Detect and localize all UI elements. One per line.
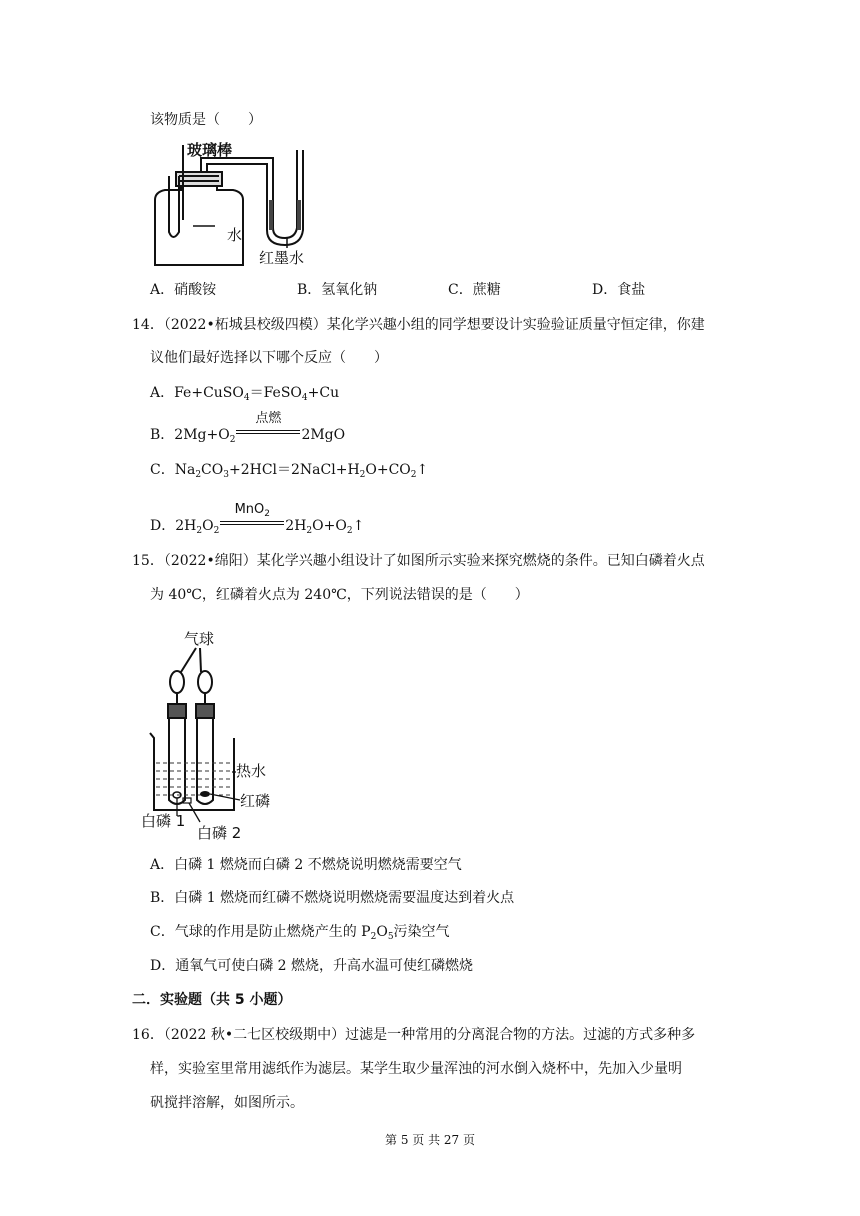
q15-option-d: D．通氧气可使白磷 2 燃烧，升高水温可使红磷燃烧 [150,958,474,974]
q16-stem-line3: 矾搅拌溶解，如图所示。 [150,1095,304,1111]
q14-option-b: B．$2Mg+O_2$ 点燃 2MgO [150,411,346,445]
red-phosphorus-label: 红磷 [240,792,271,810]
ink-label: 红墨水 [259,249,305,267]
water-label: 水 [227,226,243,244]
q13-stem-tail: 该物质是（ ） [150,112,262,128]
q14-option-c: C．$Na_2CO_3+2HCl=2NaCl+H_2O+CO_2↑$ [150,462,429,480]
reaction-condition: MnO$_2$ [220,512,284,532]
white-phosphorus-1-label: 白磷 1 [141,812,186,830]
hot-water-label: 热水 [236,762,267,780]
q13-option-c: C．蔗糖 [448,282,501,298]
page-footer: 第 5 页 共 27 页 [385,1133,475,1147]
reaction-condition: 点燃 [236,421,300,441]
q13-option-d: D．食盐 [592,282,646,298]
q13-option-b: B．氢氧化钠 [297,282,378,298]
q15-figure [140,628,290,840]
q15-stem-line2: 为 40℃，红磷着火点为 240℃，下列说法错误的是（ ） [150,587,529,603]
section-heading: 二．实验题（共 5 小题） [132,992,292,1008]
q15-stem-line1: 15．（2022•绵阳）某化学兴趣小组设计了如图所示实验来探究燃烧的条件。已知白磷着火点 [132,553,705,569]
q15-option-a: A．白磷 1 燃烧而白磷 2 不燃烧说明燃烧需要空气 [150,857,462,873]
q14-option-d: D．$2H_2O_2$ MnO$_2$ $2H_2O+O_2↑$ [150,502,365,536]
q16-stem-line2: 样，实验室里常用滤纸作为滤层。某学生取少量浑浊的河水倒入烧杯中，先加入少量明 [150,1061,682,1077]
white-phosphorus-2-label: 白磷 2 [197,824,242,840]
q14-option-a: A．Fe+CuSO$_4$＝FeSO$_4$+Cu [150,385,340,403]
q13-figure [145,140,385,270]
rod-label: 玻璃棒 [187,141,233,159]
q14-stem-line2: 议他们最好选择以下哪个反应（ ） [150,350,388,366]
q15-option-c: C．气球的作用是防止燃烧产生的 $P_2O_5$污染空气 [150,924,450,942]
q14-stem-line1: 14．（2022•柘城县校级四模）某化学兴趣小组的同学想要设计实验验证质量守恒定律，你建 [132,317,705,333]
q16-stem-line1: 16．（2022 秋•二七区校级期中）过滤是一种常用的分离混合物的方法。过滤的方式多种多 [132,1027,696,1043]
q13-option-a: A．硝酸铵 [150,282,217,298]
balloon-label: 气球 [184,630,215,648]
q15-option-b: B．白磷 1 燃烧而红磷不燃烧说明燃烧需要温度达到着火点 [150,890,515,906]
